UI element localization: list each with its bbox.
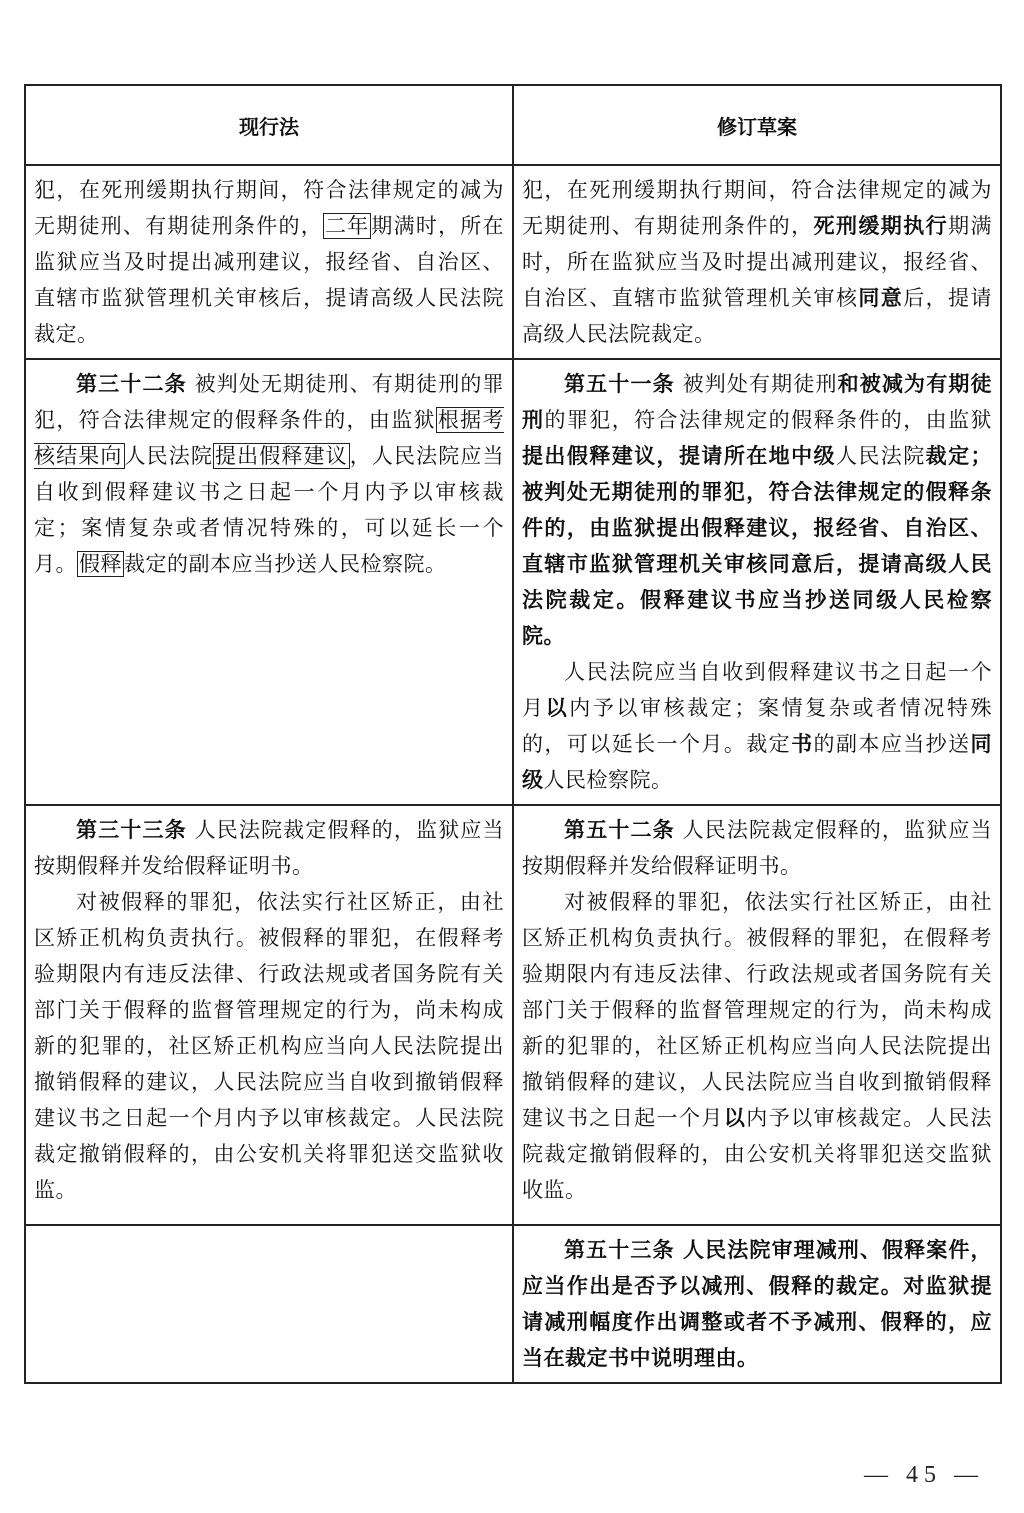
text-segment: 人民法院	[124, 444, 213, 468]
current-law-cell	[25, 1225, 513, 1383]
bold-text: 第五十三条 人民法院审理减刑、假释案件，应当作出是否予以减刑、假释的裁定。对监狱提请减刑幅度作出调整或者不予减刑、假释的，应当在裁定书中说明理由。	[522, 1238, 992, 1370]
text-segment: 人民法院应当自收到假释建议书之日起一个月	[522, 660, 992, 720]
paragraph	[522, 884, 992, 1208]
bold-text: 书	[791, 732, 814, 756]
text-segment: 内予以审核裁定；案情复杂或者情况特殊的，可以延长一个月。裁定	[522, 696, 993, 756]
text-segment: 人民检察院。	[543, 768, 673, 792]
bold-text: 以	[545, 696, 570, 720]
boxed-text: 根据考核结果向	[34, 408, 505, 468]
bold-text: 以	[723, 1106, 747, 1130]
bold-text: 和被减为有期徒刑	[522, 372, 992, 432]
text-segment: ，人民法院应当自收到假释建议书之日起一个月内予以审核裁定；案情复杂或者情况特殊的，可以延长一个月。	[34, 444, 504, 576]
bold-text: 提出假释建议，提请所在地中级	[522, 444, 836, 468]
paragraph	[34, 366, 504, 582]
text-segment: 的罪犯，符合法律规定的假释条件的，由监狱	[544, 408, 993, 432]
text-segment: 人民法院	[835, 444, 926, 468]
bold-text: 第五十一条	[564, 372, 675, 396]
boxed-text: 二年	[324, 214, 370, 238]
current-law-cell	[25, 165, 513, 359]
paragraph	[522, 812, 992, 884]
paragraph	[522, 172, 992, 352]
bold-text: 裁定；被判处无期徒刑的罪犯，符合法律规定的假释条件的，由监狱提出假释建议，报经省、自治区、直辖市监狱管理机关审核同意后，提请高级人民法院裁定。假释建议书应当抄送同级人民检察院。	[522, 444, 993, 648]
comparison-table	[24, 84, 1002, 1384]
paragraph	[34, 812, 504, 884]
revision-draft-cell	[513, 1225, 1001, 1383]
paragraph	[34, 172, 504, 352]
paragraph	[522, 654, 992, 798]
bold-text: 死刑缓期执行	[813, 214, 949, 238]
header-revision-draft: 修订草案	[513, 85, 1001, 165]
text-segment: 人民法院裁定假释的，监狱应当按期假释并发给假释证明书。	[34, 818, 504, 878]
text-segment: 后，提请高级人民法院裁定。	[522, 286, 993, 346]
text-segment: 对被假释的罪犯，依法实行社区矫正，由社区矫正机构负责执行。被假释的罪犯，在假释考验期限内有违反法律、行政法规或者国务院有关部门关于假释的监督管理规定的行为，尚未构成新的犯罪的，社区矫正机构应当向人民法院提出撤销假释的建议，人民法院应当自收到撤销假释建议书之日起一个月	[522, 890, 992, 1130]
revision-draft-cell	[513, 165, 1001, 359]
text-segment: 犯，在死刑缓期执行期间，符合法律规定的减为无期徒刑、有期徒刑条件的，	[34, 178, 504, 238]
text-segment: 对被假释的罪犯，依法实行社区矫正，由社区矫正机构负责执行。被假释的罪犯，在假释考验期限内有违反法律、行政法规或者国务院有关部门关于假释的监督管理规定的行为，尚未构成新的犯罪的，社区矫正机构应当向人民法院提出撤销假释的建议，人民法院应当自收到撤销假释建议书之日起一个月内予以审核裁定。人民法院裁定撤销假释的，由公安机关将罪犯送交监狱收监。	[34, 890, 504, 1202]
comparison-table-container	[24, 84, 1000, 1384]
text-segment: 人民法院裁定假释的，监狱应当按期假释并发给假释证明书。	[522, 818, 992, 878]
table-row	[25, 805, 1001, 1225]
bold-text: 第三十二条	[76, 372, 187, 396]
text-segment: 内予以审核裁定。人民法院裁定撤销假释的，由公安机关将罪犯送交监狱收监。	[522, 1106, 993, 1202]
text-segment: 裁定的副本应当抄送人民检察院。	[124, 552, 447, 576]
bold-text: 同级	[522, 732, 993, 792]
paragraph	[34, 884, 504, 1208]
table-row	[25, 1225, 1001, 1383]
page-number: — 45 —	[864, 1462, 984, 1488]
text-segment: 被判处有期徒刑	[674, 372, 838, 396]
current-law-cell	[25, 805, 513, 1225]
text-segment: 期满时，所在监狱应当及时提出减刑建议，报经省、自治区、直辖市监狱管理机关审核后，提请高级人民法院裁定。	[34, 214, 505, 346]
bold-text: 第五十二条	[564, 818, 675, 842]
table-row	[25, 359, 1001, 805]
bold-text: 第三十三条	[76, 818, 187, 842]
current-law-cell	[25, 359, 513, 805]
revision-draft-cell	[513, 359, 1001, 805]
paragraph	[522, 366, 992, 654]
text-segment: 的副本应当抄送	[813, 732, 971, 756]
boxed-text: 假释	[79, 552, 122, 576]
revision-draft-cell	[513, 805, 1001, 1225]
text-segment: 期满时，所在监狱应当及时提出减刑建议，报经省、自治区、直辖市监狱管理机关审核	[522, 214, 993, 310]
header-row	[25, 85, 1001, 165]
boxed-text: 提出假释建议	[215, 444, 348, 468]
table-row	[25, 165, 1001, 359]
text-segment: 犯，在死刑缓期执行期间，符合法律规定的减为无期徒刑、有期徒刑条件的，	[522, 178, 992, 238]
paragraph	[522, 1232, 992, 1376]
header-current-law: 现行法	[25, 85, 513, 165]
text-segment: 被判处无期徒刑、有期徒刑的罪犯，符合法律规定的假释条件的，由监狱	[34, 372, 504, 432]
table-body	[25, 165, 1001, 1383]
bold-text: 同意	[858, 286, 904, 310]
